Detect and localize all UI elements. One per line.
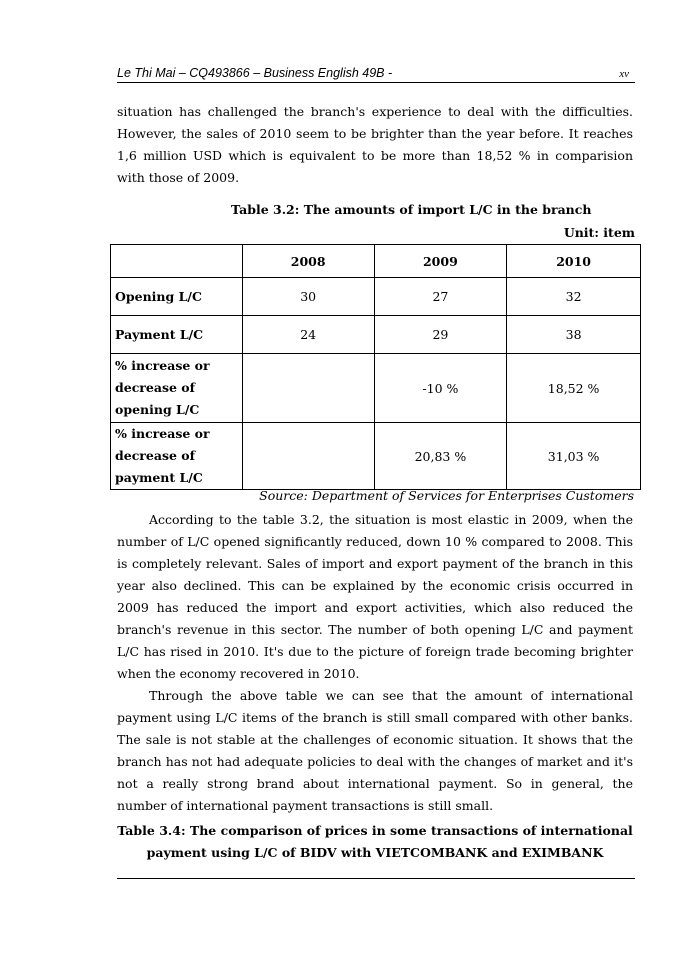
table-cell: 20,83 %: [374, 423, 507, 490]
header-rule: [117, 82, 635, 83]
table-header-cell: [111, 245, 243, 278]
table-cell: 32: [507, 278, 641, 316]
row-label: % increase or decrease of payment L/C: [111, 423, 243, 490]
page-header: [117, 60, 635, 82]
table-cell: [242, 354, 374, 423]
paragraph-intro: situation has challenged the branch's experience to deal with the difficulties. However, the sales of 2010 seem to be brighter than the year before. It reaches 1,6 million USD which is equivalent to be more than 18,52 % in comparision with those of 2009.: [117, 104, 633, 185]
table-header-cell: 2010: [507, 245, 641, 278]
table-source: Source: Department of Services for Enterprises Customers: [259, 488, 634, 503]
table-cell: 18,52 %: [507, 354, 641, 423]
paragraph-analysis: According to the table 3.2, the situation is most elastic in 2009, when the number of L/C opened significantly reduced, down 10 % compared to 2008. This is completely relevant. Sales of import and export payment of the branch in this year also declined. This can be explained by the economic crisis occurred in 2009 has reduced the import and export activities, which also reduced the branch's revenue in this sector. The number of both opening L/C and payment L/C has rised in 2010. It's due to the picture of foreign trade becoming brighter when the economy recovered in 2010.: [117, 512, 633, 681]
table-cell: -10 %: [374, 354, 507, 423]
table2-caption: [117, 820, 633, 864]
table-cell: 27: [374, 278, 507, 316]
table-row: [111, 316, 641, 354]
header-author: Le Thi Mai – CQ493866 – Business English 49B -: [117, 66, 393, 80]
paragraph-conclusion: Through the above table we can see that the amount of international payment using L/C items of the branch is still small compared with other banks. The sale is not stable at the challenges of economic situation. It shows that the branch has not had adequate policies to deal with the changes of market and it's not a really strong brand about international payment. So in general, the number of international payment transactions is still small.: [117, 688, 633, 813]
table-cell: 31,03 %: [507, 423, 641, 490]
table-row: [111, 278, 641, 316]
table-caption: Table 3.2: The amounts of import L/C in the branch: [231, 202, 592, 217]
table-header-row: [111, 245, 641, 278]
import-lc-table: [110, 244, 641, 490]
table-cell: 38: [507, 316, 641, 354]
table2-caption-line1: Table 3.4: The comparison of prices in some transactions of international: [117, 823, 633, 838]
row-label: % increase or decrease of opening L/C: [111, 354, 243, 423]
table-cell: 24: [242, 316, 374, 354]
footer-rule: [117, 878, 635, 879]
row-label: Opening L/C: [111, 278, 243, 316]
table-row: [111, 423, 641, 490]
table-header-cell: 2009: [374, 245, 507, 278]
row-label: Payment L/C: [111, 316, 243, 354]
table-row: [111, 354, 641, 423]
page-number: xv: [619, 68, 629, 80]
table-cell: 30: [242, 278, 374, 316]
table2-caption-line2: payment using L/C of BIDV with VIETCOMBANK and EXIMBANK: [146, 845, 604, 860]
table-cell: 29: [374, 316, 507, 354]
table-cell: [242, 423, 374, 490]
table-header-cell: 2008: [242, 245, 374, 278]
table-unit: Unit: item: [563, 225, 635, 240]
